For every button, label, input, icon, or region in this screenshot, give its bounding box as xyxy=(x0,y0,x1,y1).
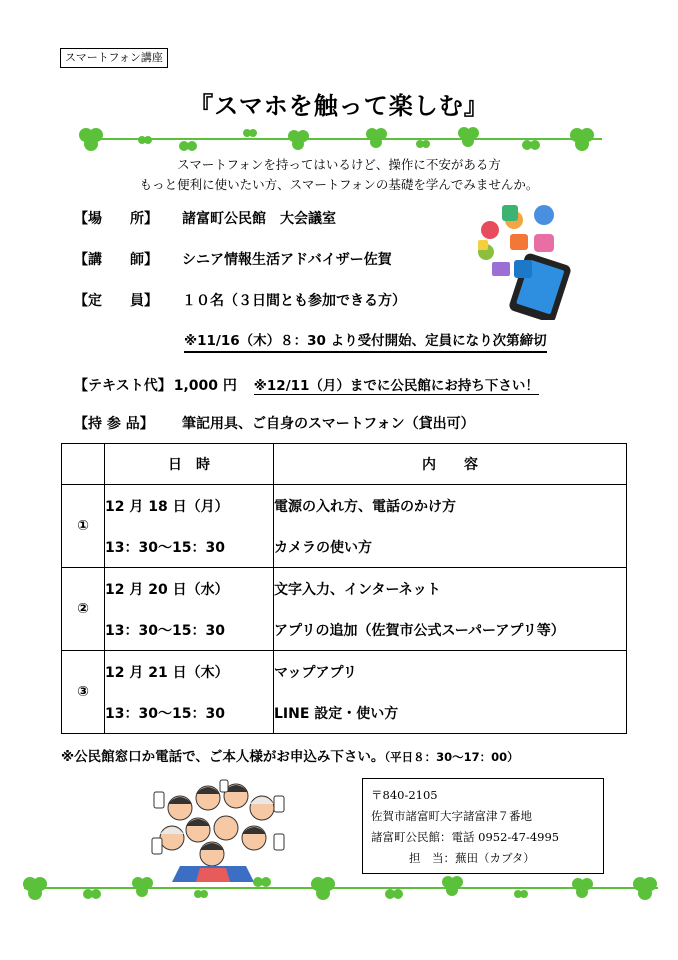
table-header-row xyxy=(62,444,627,485)
office-phone: 諸富町公民館：電話 0952-47-4995 xyxy=(371,830,560,844)
lecturer-label: 【講 師】 xyxy=(74,252,158,268)
cart-icon xyxy=(510,234,528,250)
capacity-value: １０名（３日間とも参加できる方） xyxy=(182,293,406,309)
clover-vine-bottom xyxy=(18,872,664,904)
address: 佐賀市諸富町大字諸富津７番地 xyxy=(371,809,532,823)
clover-vine-top xyxy=(72,124,612,154)
bring-value: 筆記用具、ご自身のスマートフォン（貸出可） xyxy=(182,416,475,432)
session-time: 13：30～15：30 xyxy=(105,526,274,568)
session-time: 13：30～15：30 xyxy=(105,692,274,734)
session-number: ② xyxy=(62,568,105,651)
bring-row xyxy=(74,413,475,433)
session-content: LINE 設定・使い方 xyxy=(274,692,627,734)
capacity-row xyxy=(74,290,406,310)
bring-label: 【持 参 品】 xyxy=(74,416,154,432)
textbook-row xyxy=(74,374,539,395)
capacity-label: 【定 員】 xyxy=(74,293,158,309)
session-time: 13：30～15：30 xyxy=(105,609,274,651)
session-content: 文字入力、インターネット xyxy=(274,568,627,610)
contact-box xyxy=(362,778,604,874)
office-hours: （平日８：30～17：00） xyxy=(384,750,519,764)
people-group-illustration xyxy=(150,778,290,882)
session-content: マップアプリ xyxy=(274,651,627,693)
intro-line-2: もっと便利に使いたい方、スマートフォンの基礎を学んでみませんか。 xyxy=(139,177,539,192)
table-row xyxy=(62,609,627,651)
smartphone-apps-illustration xyxy=(476,202,576,320)
table-row xyxy=(62,692,627,734)
lecturer-row xyxy=(74,249,392,269)
header-content: 内 容 xyxy=(274,444,627,485)
lecturer-value: シニア情報生活アドバイザー佐賀 xyxy=(182,252,392,268)
session-number: ① xyxy=(62,485,105,568)
venue-label: 【場 所】 xyxy=(74,211,158,227)
table-row xyxy=(62,526,627,568)
textbook-note: ※12/11（月）までに公民館にお持ち下さい！ xyxy=(253,378,539,394)
contact-person: 担 当：蕪田（カブタ） xyxy=(409,851,535,865)
header-blank xyxy=(62,444,105,485)
camera-icon xyxy=(481,221,499,239)
intro-line-1: スマートフォンを持ってはいるけど、操作に不安がある方 xyxy=(177,157,501,172)
session-content: アプリの追加（佐賀市公式スーパーアプリ等） xyxy=(274,609,627,651)
game-controller-icon xyxy=(534,234,554,252)
book-icon xyxy=(514,260,532,278)
venue-value: 諸富町公民館 大会議室 xyxy=(182,211,336,227)
application-note-text: ※公民館窓口か電話で、ご本人様がお申込み下さい。 xyxy=(61,749,385,765)
textbook-label: 【テキスト代】 xyxy=(74,378,172,394)
session-number: ③ xyxy=(62,651,105,734)
page-title: 『スマホを触って楽しむ』 xyxy=(189,92,489,120)
category-label: スマートフォン講座 xyxy=(60,48,168,68)
chat-icon xyxy=(478,240,488,250)
table-row xyxy=(62,485,627,527)
session-date: 12 月 21 日（木） xyxy=(105,651,274,693)
phone-icon xyxy=(502,205,518,221)
table-row xyxy=(62,568,627,610)
mail-icon xyxy=(492,262,510,276)
table-row xyxy=(62,651,627,693)
session-date: 12 月 18 日（月） xyxy=(105,485,274,527)
session-date: 12 月 20 日（水） xyxy=(105,568,274,610)
schedule-table xyxy=(61,443,627,734)
registration-note: ※11/16（木）８：30 より受付開始、定員になり次第締切 xyxy=(184,329,547,353)
postal-code: 〒840-2105 xyxy=(371,788,438,802)
session-content: カメラの使い方 xyxy=(274,526,627,568)
textbook-value: 1,000 円 xyxy=(173,378,237,394)
application-note xyxy=(61,745,519,765)
globe-icon xyxy=(534,205,554,225)
venue-row xyxy=(74,208,336,228)
session-content: 電源の入れ方、電話のかけ方 xyxy=(274,485,627,527)
header-datetime: 日 時 xyxy=(105,444,274,485)
